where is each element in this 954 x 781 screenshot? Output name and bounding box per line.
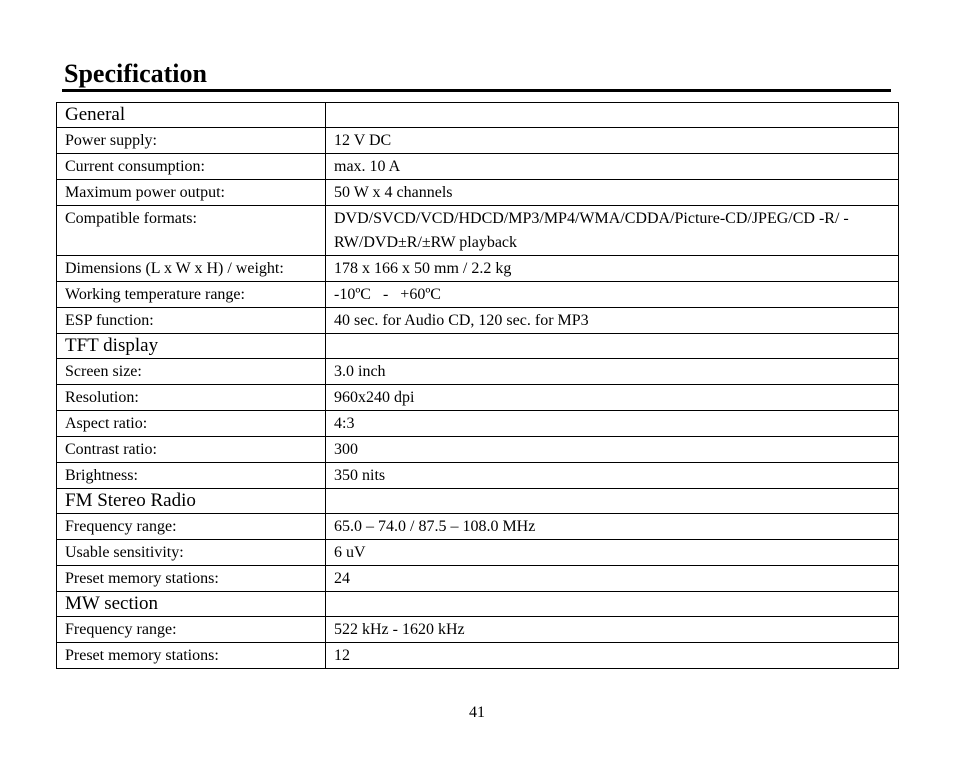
section-mw bbox=[57, 592, 899, 617]
spec-value: 350 nits bbox=[326, 463, 899, 489]
spec-label: Aspect ratio: bbox=[57, 411, 326, 437]
spec-label: ESP function: bbox=[57, 308, 326, 334]
page-title: Specification bbox=[64, 59, 207, 88]
spec-value: 3.0 inch bbox=[326, 359, 899, 385]
spec-label: Contrast ratio: bbox=[57, 437, 326, 463]
table-row bbox=[57, 463, 899, 489]
spec-label: Power supply: bbox=[57, 128, 326, 154]
spec-label: Resolution: bbox=[57, 385, 326, 411]
spec-value: 40 sec. for Audio CD, 120 sec. for MP3 bbox=[326, 308, 899, 334]
spec-value: DVD/SVCD/VCD/HDCD/MP3/MP4/WMA/CDDA/Picture-CD/JPEG/CD -R/ -RW/DVD±R/±RW playback bbox=[326, 206, 899, 256]
spec-label: Brightness: bbox=[57, 463, 326, 489]
section-heading: FM Stereo Radio bbox=[57, 489, 326, 514]
section-empty-cell bbox=[326, 103, 899, 128]
table-row bbox=[57, 154, 899, 180]
table-row bbox=[57, 437, 899, 463]
table-row bbox=[57, 566, 899, 592]
section-empty-cell bbox=[326, 334, 899, 359]
spec-label: Preset memory stations: bbox=[57, 566, 326, 592]
section-general bbox=[57, 103, 899, 128]
spec-value: -10ºC - +60ºC bbox=[326, 282, 899, 308]
table-row bbox=[57, 282, 899, 308]
table-row bbox=[57, 411, 899, 437]
spec-label: Preset memory stations: bbox=[57, 643, 326, 669]
spec-label: Maximum power output: bbox=[57, 180, 326, 206]
title-underline bbox=[62, 89, 891, 92]
section-heading: TFT display bbox=[57, 334, 326, 359]
section-empty-cell bbox=[326, 489, 899, 514]
spec-label: Working temperature range: bbox=[57, 282, 326, 308]
spec-value: 65.0 – 74.0 / 87.5 – 108.0 MHz bbox=[326, 514, 899, 540]
spec-label: Frequency range: bbox=[57, 617, 326, 643]
spec-value: 178 x 166 x 50 mm / 2.2 kg bbox=[326, 256, 899, 282]
specification-table bbox=[56, 102, 899, 669]
spec-label: Dimensions (L x W x H) / weight: bbox=[57, 256, 326, 282]
table-row bbox=[57, 514, 899, 540]
spec-value: max. 10 A bbox=[326, 154, 899, 180]
spec-value: 4:3 bbox=[326, 411, 899, 437]
table-row bbox=[57, 385, 899, 411]
section-heading: General bbox=[57, 103, 326, 128]
spec-label: Usable sensitivity: bbox=[57, 540, 326, 566]
table-row bbox=[57, 617, 899, 643]
table-row bbox=[57, 359, 899, 385]
table-row bbox=[57, 540, 899, 566]
spec-label: Compatible formats: bbox=[57, 206, 326, 256]
table-row bbox=[57, 206, 899, 256]
spec-value: 12 bbox=[326, 643, 899, 669]
spec-value: 960x240 dpi bbox=[326, 385, 899, 411]
spec-value: 50 W x 4 channels bbox=[326, 180, 899, 206]
spec-value: 12 V DC bbox=[326, 128, 899, 154]
spec-label: Frequency range: bbox=[57, 514, 326, 540]
table-row bbox=[57, 128, 899, 154]
table-row bbox=[57, 256, 899, 282]
section-fm-stereo-radio bbox=[57, 489, 899, 514]
spec-value: 300 bbox=[326, 437, 899, 463]
table-row bbox=[57, 308, 899, 334]
spec-value: 6 uV bbox=[326, 540, 899, 566]
section-heading: MW section bbox=[57, 592, 326, 617]
spec-value: 24 bbox=[326, 566, 899, 592]
table-row bbox=[57, 180, 899, 206]
spec-value: 522 kHz - 1620 kHz bbox=[326, 617, 899, 643]
page-number: 41 bbox=[469, 704, 485, 721]
spec-label: Current consumption: bbox=[57, 154, 326, 180]
spec-label: Screen size: bbox=[57, 359, 326, 385]
section-tft-display bbox=[57, 334, 899, 359]
table-row bbox=[57, 643, 899, 669]
section-empty-cell bbox=[326, 592, 899, 617]
